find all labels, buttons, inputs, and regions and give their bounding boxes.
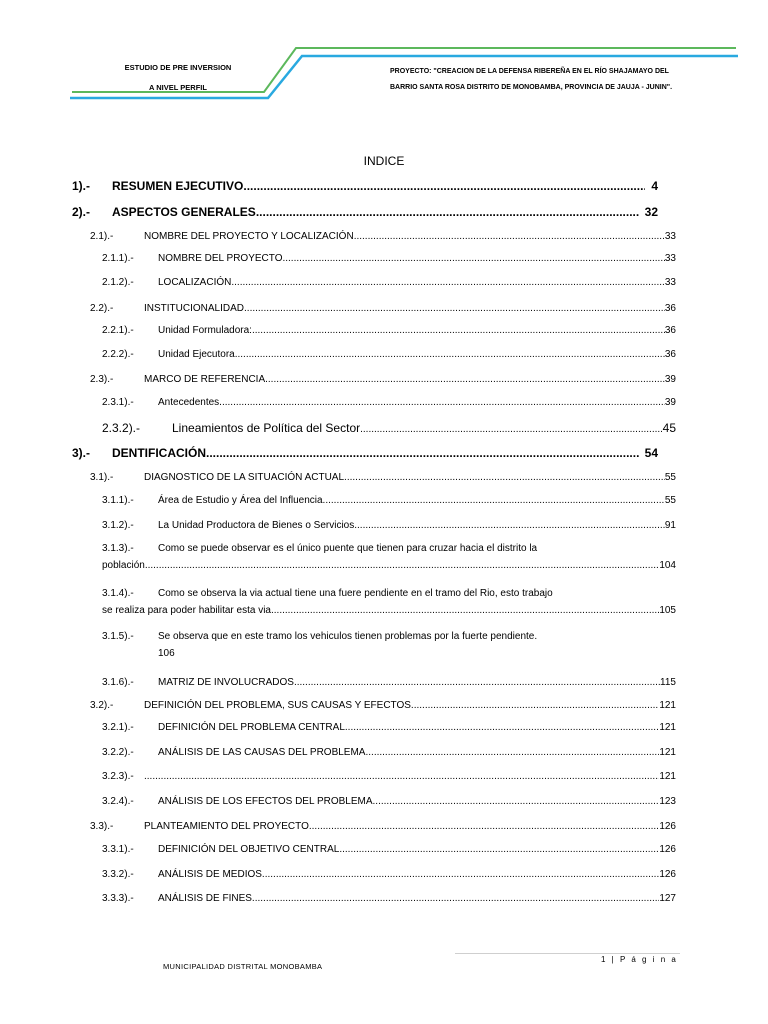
toc-number: 3.3.3).- (102, 893, 134, 904)
toc-entry[interactable] (102, 844, 676, 855)
toc-leader (265, 374, 665, 385)
toc-page: 121 (659, 722, 676, 733)
toc-number: 2.2.2).- (102, 349, 134, 360)
toc-text: Unidad Formuladora: (158, 325, 252, 336)
toc-entry[interactable] (90, 374, 676, 385)
toc-number: 2.2.1).- (102, 325, 134, 336)
toc-leader (344, 472, 665, 483)
toc-number: 3.3).- (90, 821, 114, 832)
toc-text: DIAGNOSTICO DE LA SITUACIÓN ACTUAL (144, 472, 345, 483)
toc-text: ANÁLISIS DE LOS EFECTOS DEL PROBLEMA (158, 796, 373, 807)
footer-municipality: MUNICIPALIDAD DISTRITAL MONOBAMBA (163, 962, 323, 971)
toc-entry[interactable] (72, 205, 658, 219)
toc-number: 3).- (72, 446, 90, 460)
header-project-line2: BARRIO SANTA ROSA DISTRITO DE MONOBAMBA, PROVINCIA DE JAUJA - JUNIN". (390, 84, 673, 91)
toc-leader (309, 821, 659, 832)
toc-number: 3.2.4).- (102, 796, 134, 807)
toc-entry[interactable] (102, 421, 676, 435)
toc-entry-multiline[interactable] (102, 543, 676, 571)
toc-entry[interactable] (102, 796, 676, 807)
toc-text-continued: se realiza para poder habilitar esta via. (102, 605, 274, 616)
toc-page: 91 (664, 520, 676, 531)
toc-leader (243, 179, 645, 193)
toc-text: Lineamientos de Política del Sector (172, 421, 361, 435)
toc-page: 33 (664, 277, 676, 288)
toc-page: 121 (659, 771, 676, 782)
toc-entry[interactable] (90, 700, 676, 711)
toc-leader (354, 231, 665, 242)
toc-text: Área de Estudio y Área del Influencia (158, 495, 323, 506)
toc-page: 54 (644, 446, 658, 460)
footer-rule (455, 953, 680, 954)
toc-text: Unidad Ejecutora (158, 349, 235, 360)
toc-entry[interactable] (102, 520, 676, 531)
toc-text: Como se puede observar es el único puente que tienen para cruzar hacia el distrito la (158, 543, 538, 554)
toc-entry[interactable] (72, 446, 658, 460)
toc-page: 126 (659, 844, 676, 855)
toc-entry[interactable] (102, 747, 676, 758)
footer-page-number: 1 | P á g i n a (601, 955, 678, 964)
toc-number: 3.2.2).- (102, 747, 134, 758)
toc-text: Se observa que en este tramo los vehiculos tienen problemas por la fuerte pendiente. (158, 631, 538, 642)
toc-page: 33 (664, 253, 676, 264)
toc-entry[interactable] (90, 231, 676, 242)
toc-number: 2.1.1).- (102, 253, 134, 264)
toc-page: 126 (659, 869, 676, 880)
toc-text: MATRIZ DE INVOLUCRADOS (158, 677, 294, 688)
toc-text: ANÁLISIS DE LAS CAUSAS DEL PROBLEMA (158, 747, 366, 758)
toc-number: 3.1.3).- (102, 543, 134, 554)
toc-text: La Unidad Productora de Bienes o Servicios (158, 520, 355, 531)
toc-page: 39 (664, 397, 676, 408)
toc-page: 105 (659, 605, 676, 616)
toc-text: ASPECTOS GENERALES (112, 205, 256, 219)
toc-text: ANÁLISIS DE MEDIOS (158, 869, 262, 880)
toc-number: 1).- (72, 179, 90, 193)
toc-text: DENTIFICACIÓN (112, 446, 206, 460)
toc-number: 2).- (72, 205, 90, 219)
header-project-line1: PROYECTO: "CREACION DE LA DEFENSA RIBEREÑA EN EL RÍO SHAJAMAYO DEL (390, 68, 669, 75)
toc-text: RESUMEN EJECUTIVO (112, 179, 244, 193)
toc-page: 39 (664, 374, 676, 385)
toc-entry[interactable] (102, 325, 676, 336)
toc-leader (294, 677, 660, 688)
toc-leader (345, 722, 659, 733)
page-title: INDICE (363, 154, 405, 168)
toc-leader (235, 349, 665, 360)
toc-leader (354, 520, 665, 531)
toc-leader (339, 844, 659, 855)
toc-page: 36 (664, 303, 676, 314)
toc-page: 55 (664, 495, 676, 506)
toc-leader (144, 771, 659, 782)
toc-page: 123 (659, 796, 676, 807)
toc-entry[interactable] (102, 771, 676, 782)
toc-entry[interactable] (102, 397, 676, 408)
toc-page: 121 (659, 747, 676, 758)
toc-number: 3.1).- (90, 472, 114, 483)
toc-text: DEFINICIÓN DEL PROBLEMA CENTRAL (158, 722, 345, 733)
toc-leader (262, 869, 659, 880)
toc-text: NOMBRE DEL PROYECTO (158, 253, 283, 264)
toc-number: 2.3.1).- (102, 397, 134, 408)
toc-entry-multiline[interactable] (102, 631, 676, 659)
toc-text: PLANTEAMIENTO DEL PROYECTO (144, 821, 309, 832)
toc-page: 127 (659, 893, 676, 904)
toc-leader (252, 893, 659, 904)
toc-entry[interactable] (102, 277, 676, 288)
header-study-level: A NIVEL PERFIL (149, 83, 207, 92)
toc-text: LOCALIZACIÓN (158, 277, 232, 288)
toc-leader (365, 747, 659, 758)
toc-page: 4 (651, 179, 658, 193)
toc-leader (252, 325, 665, 336)
toc-text-continued: población. (102, 560, 148, 571)
toc-entry[interactable] (102, 722, 676, 733)
toc-leader (256, 205, 639, 219)
toc-entry[interactable] (90, 303, 676, 314)
toc-leader (231, 277, 665, 288)
toc-number: 3.2.3).- (102, 771, 134, 782)
toc-text: DEFINICIÓN DEL OBJETIVO CENTRAL (158, 844, 340, 855)
toc-entry[interactable] (102, 495, 676, 506)
toc-page: 36 (664, 349, 676, 360)
toc-number: 2.3).- (90, 374, 114, 385)
toc-leader (274, 605, 660, 616)
toc-entry[interactable] (72, 179, 658, 193)
toc-text: NOMBRE DEL PROYECTO Y LOCALIZACIÓN (144, 231, 354, 242)
toc-number: 2.3.2).- (102, 421, 141, 435)
toc-page: 115 (660, 677, 676, 688)
toc-number: 3.1.4).- (102, 588, 134, 599)
toc-page: 104 (659, 560, 676, 571)
toc-entry[interactable] (90, 821, 676, 832)
toc-number: 3.1.2).- (102, 520, 134, 531)
toc-page: 33 (664, 231, 676, 242)
toc-page: 121 (659, 700, 676, 711)
toc-leader (148, 560, 660, 571)
toc-page: 32 (644, 205, 658, 219)
toc-number: 3.3.1).- (102, 844, 134, 855)
toc-page: 55 (664, 472, 676, 483)
toc-text: ANÁLISIS DE FINES (158, 893, 252, 904)
toc-text: DEFINICIÓN DEL PROBLEMA, SUS CAUSAS Y EFECTOS (144, 700, 411, 711)
toc-page: 45 (662, 421, 676, 435)
toc-leader (244, 303, 665, 314)
toc-entry[interactable] (102, 869, 676, 880)
toc-entry[interactable] (102, 893, 676, 904)
toc-entry[interactable] (102, 677, 676, 688)
toc-number: 3.1.1).- (102, 495, 134, 506)
toc-leader (282, 253, 664, 264)
toc-leader (323, 495, 665, 506)
toc-leader (219, 397, 665, 408)
toc-number: 3.3.2).- (102, 869, 134, 880)
toc-leader (411, 700, 659, 711)
toc-leader (206, 446, 639, 460)
toc-text: Como se observa la via actual tiene una fuere pendiente en el tramo del Rio, esto trabajo (158, 588, 553, 599)
toc-text: MARCO DE REFERENCIA (144, 374, 266, 385)
toc-entry[interactable] (102, 253, 676, 264)
toc-text: INSTITUCIONALIDAD (144, 303, 245, 314)
toc-page: 36 (664, 325, 676, 336)
toc-number: 3.1.5).- (102, 631, 134, 642)
toc-leader (360, 424, 663, 435)
toc-entry-multiline[interactable] (102, 588, 676, 616)
toc-entry[interactable] (90, 472, 676, 483)
toc-number: 3.2.1).- (102, 722, 134, 733)
toc-number: 3.2).- (90, 700, 114, 711)
toc-page: 126 (659, 821, 676, 832)
toc-entry[interactable] (102, 349, 676, 360)
toc-text: Antecedentes (158, 397, 220, 408)
toc-number: 3.1.6).- (102, 677, 134, 688)
header-study-type: ESTUDIO DE PRE INVERSION (124, 63, 232, 72)
toc-leader (373, 796, 660, 807)
toc-number: 2.1.2).- (102, 277, 134, 288)
toc-number: 2.1).- (90, 231, 114, 242)
toc-number: 2.2).- (90, 303, 114, 314)
toc-page: 106 (158, 648, 175, 659)
